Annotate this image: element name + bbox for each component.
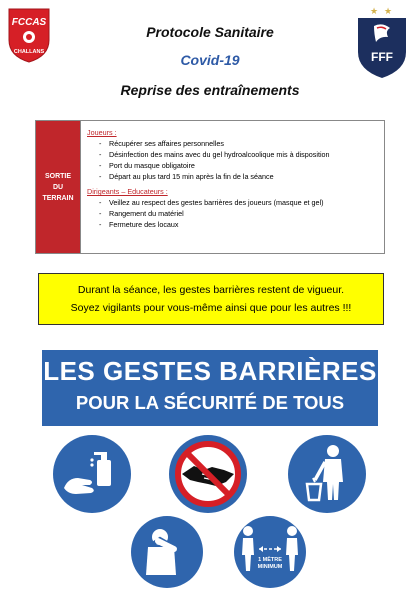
- distance-icon: [233, 515, 307, 589]
- protocol-content: [81, 121, 384, 253]
- cough-elbow-icon: [130, 515, 204, 589]
- group-title: Dirigeants – Educateurs :: [87, 187, 168, 196]
- club-logo: [6, 6, 52, 64]
- fff-logo: [352, 4, 412, 80]
- list-item: - Récupérer ses affaires personnelles: [87, 138, 378, 149]
- hand-wash-icon: [52, 434, 132, 514]
- person-trash-icon: [287, 434, 367, 514]
- page-title: Protocole Sanitaire: [146, 24, 274, 40]
- page-heading: Reprise des entraînements: [120, 82, 300, 98]
- section-label: [36, 121, 81, 253]
- group-title: Joueurs :: [87, 128, 117, 137]
- section-label-line: DU: [52, 183, 64, 191]
- page-subtitle: Covid-19: [180, 52, 240, 68]
- list-item: - Désinfection des mains avec du gel hydroalcoolique mis à disposition: [87, 149, 378, 160]
- distance-label: MINIMUM: [257, 564, 283, 570]
- staff-group: [87, 186, 378, 230]
- svg-text:★: ★: [383, 7, 393, 17]
- svg-text:★: ★: [369, 7, 379, 17]
- banner-title: LES GESTES BARRIÈRES: [43, 356, 377, 386]
- gestures-banner: [42, 350, 378, 426]
- section-label-line: SORTIE: [44, 172, 72, 180]
- club-logo-text: FCCAS: [11, 17, 47, 28]
- banner-subtitle: POUR LA SÉCURITÉ DE TOUS: [75, 392, 345, 413]
- section-label-line: TERRAIN: [42, 194, 74, 202]
- list-item: - Rangement du matériel: [87, 208, 378, 219]
- list-item: - Départ au plus tard 15 min après la fin de la séance: [87, 171, 378, 182]
- list-item: - Port du masque obligatoire: [87, 160, 378, 171]
- notice-line: Durant la séance, les gestes barrières restent de vigueur.: [77, 284, 345, 296]
- distance-label: 1 MÈTRE: [258, 557, 282, 563]
- list-item: - Veillez au respect des gestes barrières des joueurs (masque et gel): [87, 197, 378, 208]
- notice-line: Soyez vigilants pour vous-même ainsi que pour les autres !!!: [70, 302, 352, 314]
- protocol-table: [35, 120, 385, 254]
- fff-logo-text: FFF: [371, 50, 393, 64]
- players-group: [87, 127, 378, 182]
- no-handshake-icon: [168, 434, 248, 514]
- list-item: - Fermeture des locaux: [87, 219, 378, 230]
- notice-box: [38, 273, 384, 325]
- club-logo-caption: CHALLANS: [13, 49, 45, 55]
